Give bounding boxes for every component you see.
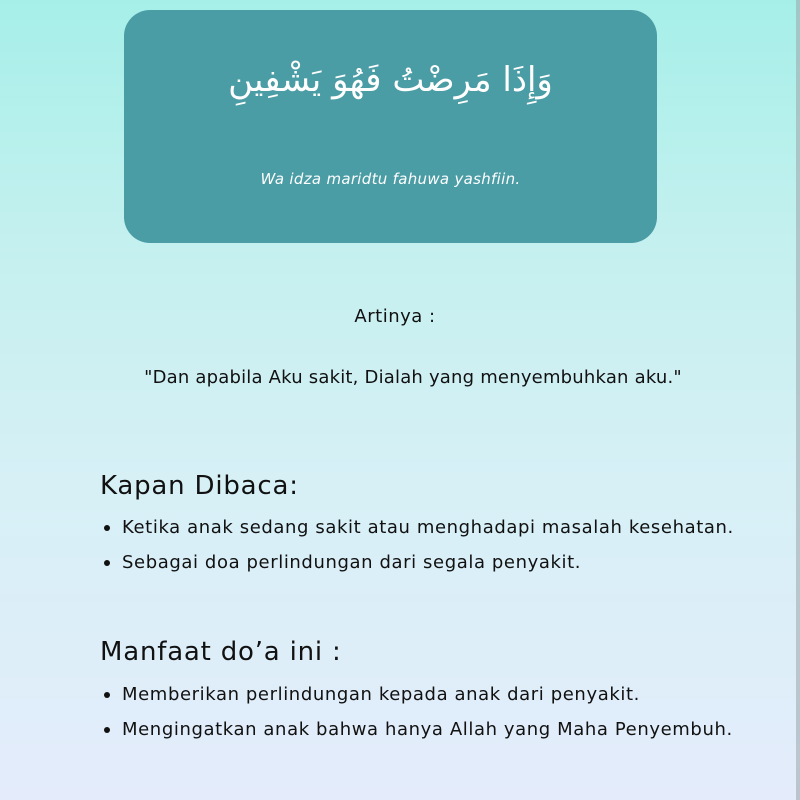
list-item-text: Ketika anak sedang sakit atau menghadapi masalah kesehatan. — [122, 517, 734, 538]
list-item — [100, 714, 740, 746]
bullet-dot-icon — [104, 727, 110, 733]
meaning-text: "Dan apabila Aku sakit, Dialah yang menyembuhkan aku." — [144, 367, 682, 388]
list-item — [100, 512, 740, 544]
when-to-read-list — [100, 512, 740, 582]
list-item-text: Sebagai doa perlindungan dari segala penyakit. — [122, 552, 582, 573]
bullet-dot-icon — [104, 525, 110, 531]
bullet-dot-icon — [104, 560, 110, 566]
benefits-list — [100, 679, 740, 749]
list-item — [100, 679, 740, 711]
meaning-label: Artinya : — [354, 306, 436, 327]
when-to-read-heading: Kapan Dibaca: — [100, 471, 299, 501]
list-item-text: Memberikan perlindungan kepada anak dari penyakit. — [122, 684, 640, 705]
doa-arabic-text: وَإِذَا مَرِضْتُ فَهُوَ يَشْفِينِ — [228, 60, 553, 100]
bullet-dot-icon — [104, 692, 110, 698]
doa-card — [124, 10, 657, 243]
list-item — [100, 547, 740, 579]
doa-transliteration: Wa idza maridtu fahuwa yashfiin. — [260, 170, 521, 188]
list-item-text: Mengingatkan anak bahwa hanya Allah yang Maha Penyembuh. — [122, 719, 733, 740]
benefits-heading: Manfaat do’a ini : — [100, 637, 342, 667]
page-edge-divider — [796, 0, 800, 800]
